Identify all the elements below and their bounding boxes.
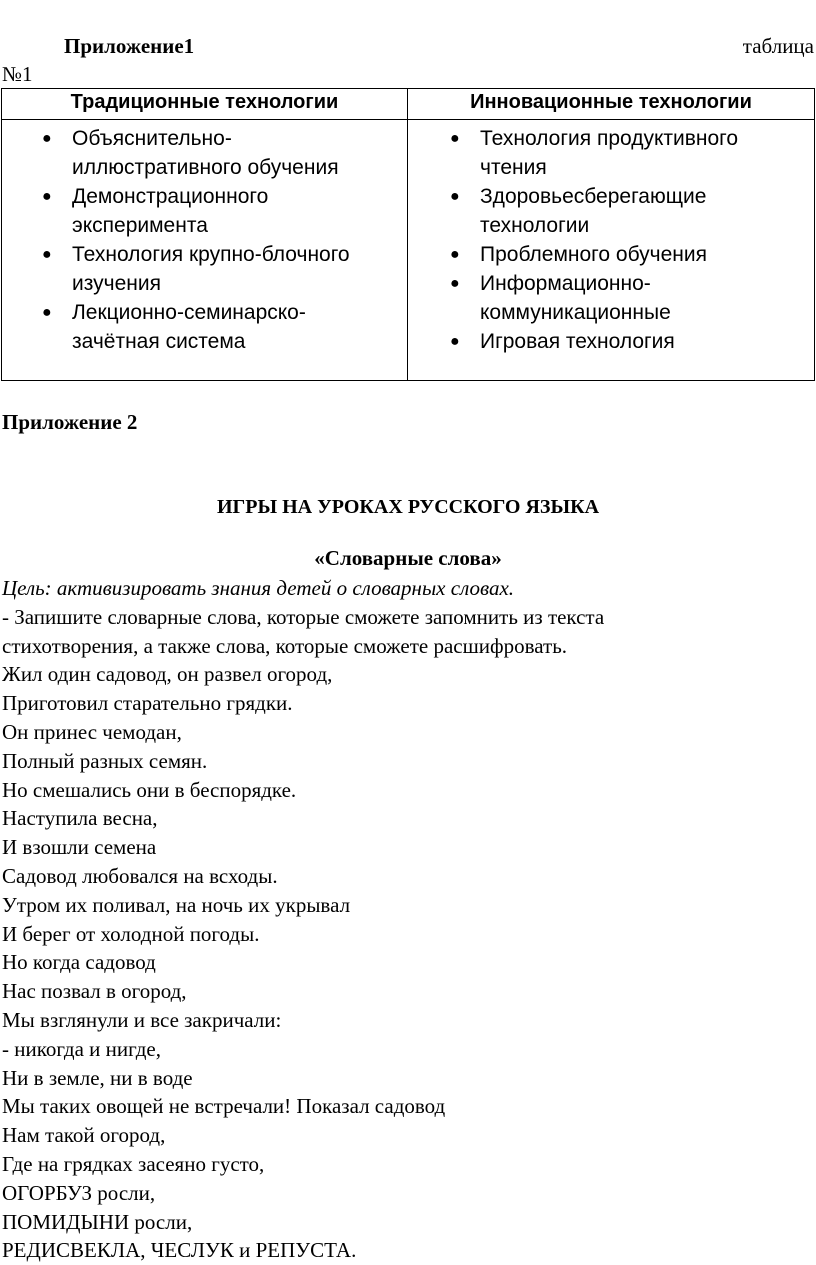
poem-line: Но когда садовод <box>2 950 156 975</box>
poem-line: Нас позвал в огород, <box>2 979 187 1004</box>
list-item-text: коммуникационные <box>480 301 671 324</box>
table-list-item <box>408 240 814 269</box>
bullet-icon: ● <box>42 246 52 263</box>
list-item-text: технологии <box>480 214 590 237</box>
poem-line: Наступила весна, <box>2 806 158 831</box>
poem-line: Полный разных семян. <box>2 748 208 773</box>
bullet-icon: ● <box>450 130 460 147</box>
table-list-item <box>2 298 407 356</box>
table-list-item <box>2 124 407 182</box>
poem <box>2 660 814 1265</box>
task-line: - Запишите словарные слова, которые сможете запомнить из текста <box>2 604 605 629</box>
poem-line: Приготовил старательно грядки. <box>2 691 293 716</box>
body-text <box>2 574 814 1265</box>
poem-line: РЕДИСВЕКЛА, ЧЕСЛУК и РЕПУСТА. <box>2 1238 357 1263</box>
poem-line: Мы таких овощей не встречали! Показал садовод <box>2 1094 446 1119</box>
table-list-item <box>2 240 407 298</box>
game-title: «Словарные слова» <box>314 546 502 570</box>
appendix-1-title: Приложение1 <box>64 34 195 58</box>
list-item-text: Здоровьесберегающие <box>480 185 707 208</box>
section-heading: ИГРЫ НА УРОКАХ РУССКОГО ЯЗЫКА <box>216 496 600 518</box>
innovative-cell <box>408 120 815 381</box>
list-item-text: Технология крупно-блочного <box>72 243 350 266</box>
innovative-list <box>408 124 814 356</box>
poem-line: Жил один садовод, он развел огород, <box>2 662 333 687</box>
list-item-text: изучения <box>72 272 161 295</box>
bullet-icon: ● <box>450 246 460 263</box>
poem-line: - никогда и нигде, <box>2 1036 161 1061</box>
list-item-text: Информационно- <box>480 272 651 295</box>
column-header-traditional: Традиционные технологии <box>2 89 408 120</box>
bullet-icon: ● <box>450 333 460 350</box>
table-list-item <box>408 182 814 240</box>
traditional-cell <box>2 120 408 381</box>
poem-line: И берег от холодной погоды. <box>2 921 260 946</box>
poem-line: Нам такой огород, <box>2 1123 166 1148</box>
table-list-item <box>408 124 814 182</box>
bullet-icon: ● <box>450 188 460 205</box>
bullet-icon: ● <box>42 304 52 321</box>
bullet-icon: ● <box>42 188 52 205</box>
table-list-item <box>2 182 407 240</box>
poem-line: Мы взглянули и все закричали: <box>2 1007 282 1032</box>
table-list-item <box>408 269 814 327</box>
list-item-text: Технология продуктивного <box>480 127 739 150</box>
list-item-text: чтения <box>480 156 547 179</box>
list-item-text: Лекционно-семинарско- <box>72 301 306 324</box>
goal-line: Цель: активизировать знания детей о словарных словах. <box>2 576 515 600</box>
list-item-text: Игровая технология <box>480 330 675 353</box>
list-item-text: Объяснительно- <box>72 127 232 150</box>
poem-line: ОГОРБУЗ росли, <box>2 1180 156 1205</box>
list-item-text: Демонстрационного <box>72 185 269 208</box>
traditional-list <box>2 124 407 356</box>
list-item-text: иллюстративного обучения <box>72 156 339 179</box>
table-list-item <box>408 327 814 356</box>
poem-line: Он принес чемодан, <box>2 719 182 744</box>
task-line: стихотворения, а также слова, которые сможете расшифровать. <box>2 633 568 658</box>
bullet-icon: ● <box>42 130 52 147</box>
table-label: таблица <box>742 34 814 58</box>
table-number: №1 <box>2 62 33 86</box>
technologies-table <box>1 88 815 381</box>
list-item-text: эксперимента <box>72 214 208 237</box>
appendix-2-title: Приложение 2 <box>2 410 138 434</box>
poem-line: Ни в земле, ни в воде <box>2 1065 193 1090</box>
list-item-text: Проблемного обучения <box>480 243 707 266</box>
poem-line: Утром их поливал, на ночь их укрывал <box>2 892 351 917</box>
bullet-icon: ● <box>450 275 460 292</box>
list-item-text: зачётная система <box>72 330 246 353</box>
poem-line: И взошли семена <box>2 835 157 860</box>
poem-line: Но смешались они в беспорядке. <box>2 777 297 802</box>
poem-line: Где на грядках засеяно густо, <box>2 1151 265 1176</box>
poem-line: ПОМИДЫНИ росли, <box>2 1209 193 1234</box>
poem-line: Садовод любовался на всходы. <box>2 863 278 888</box>
column-header-innovative: Инновационные технологии <box>408 89 815 120</box>
